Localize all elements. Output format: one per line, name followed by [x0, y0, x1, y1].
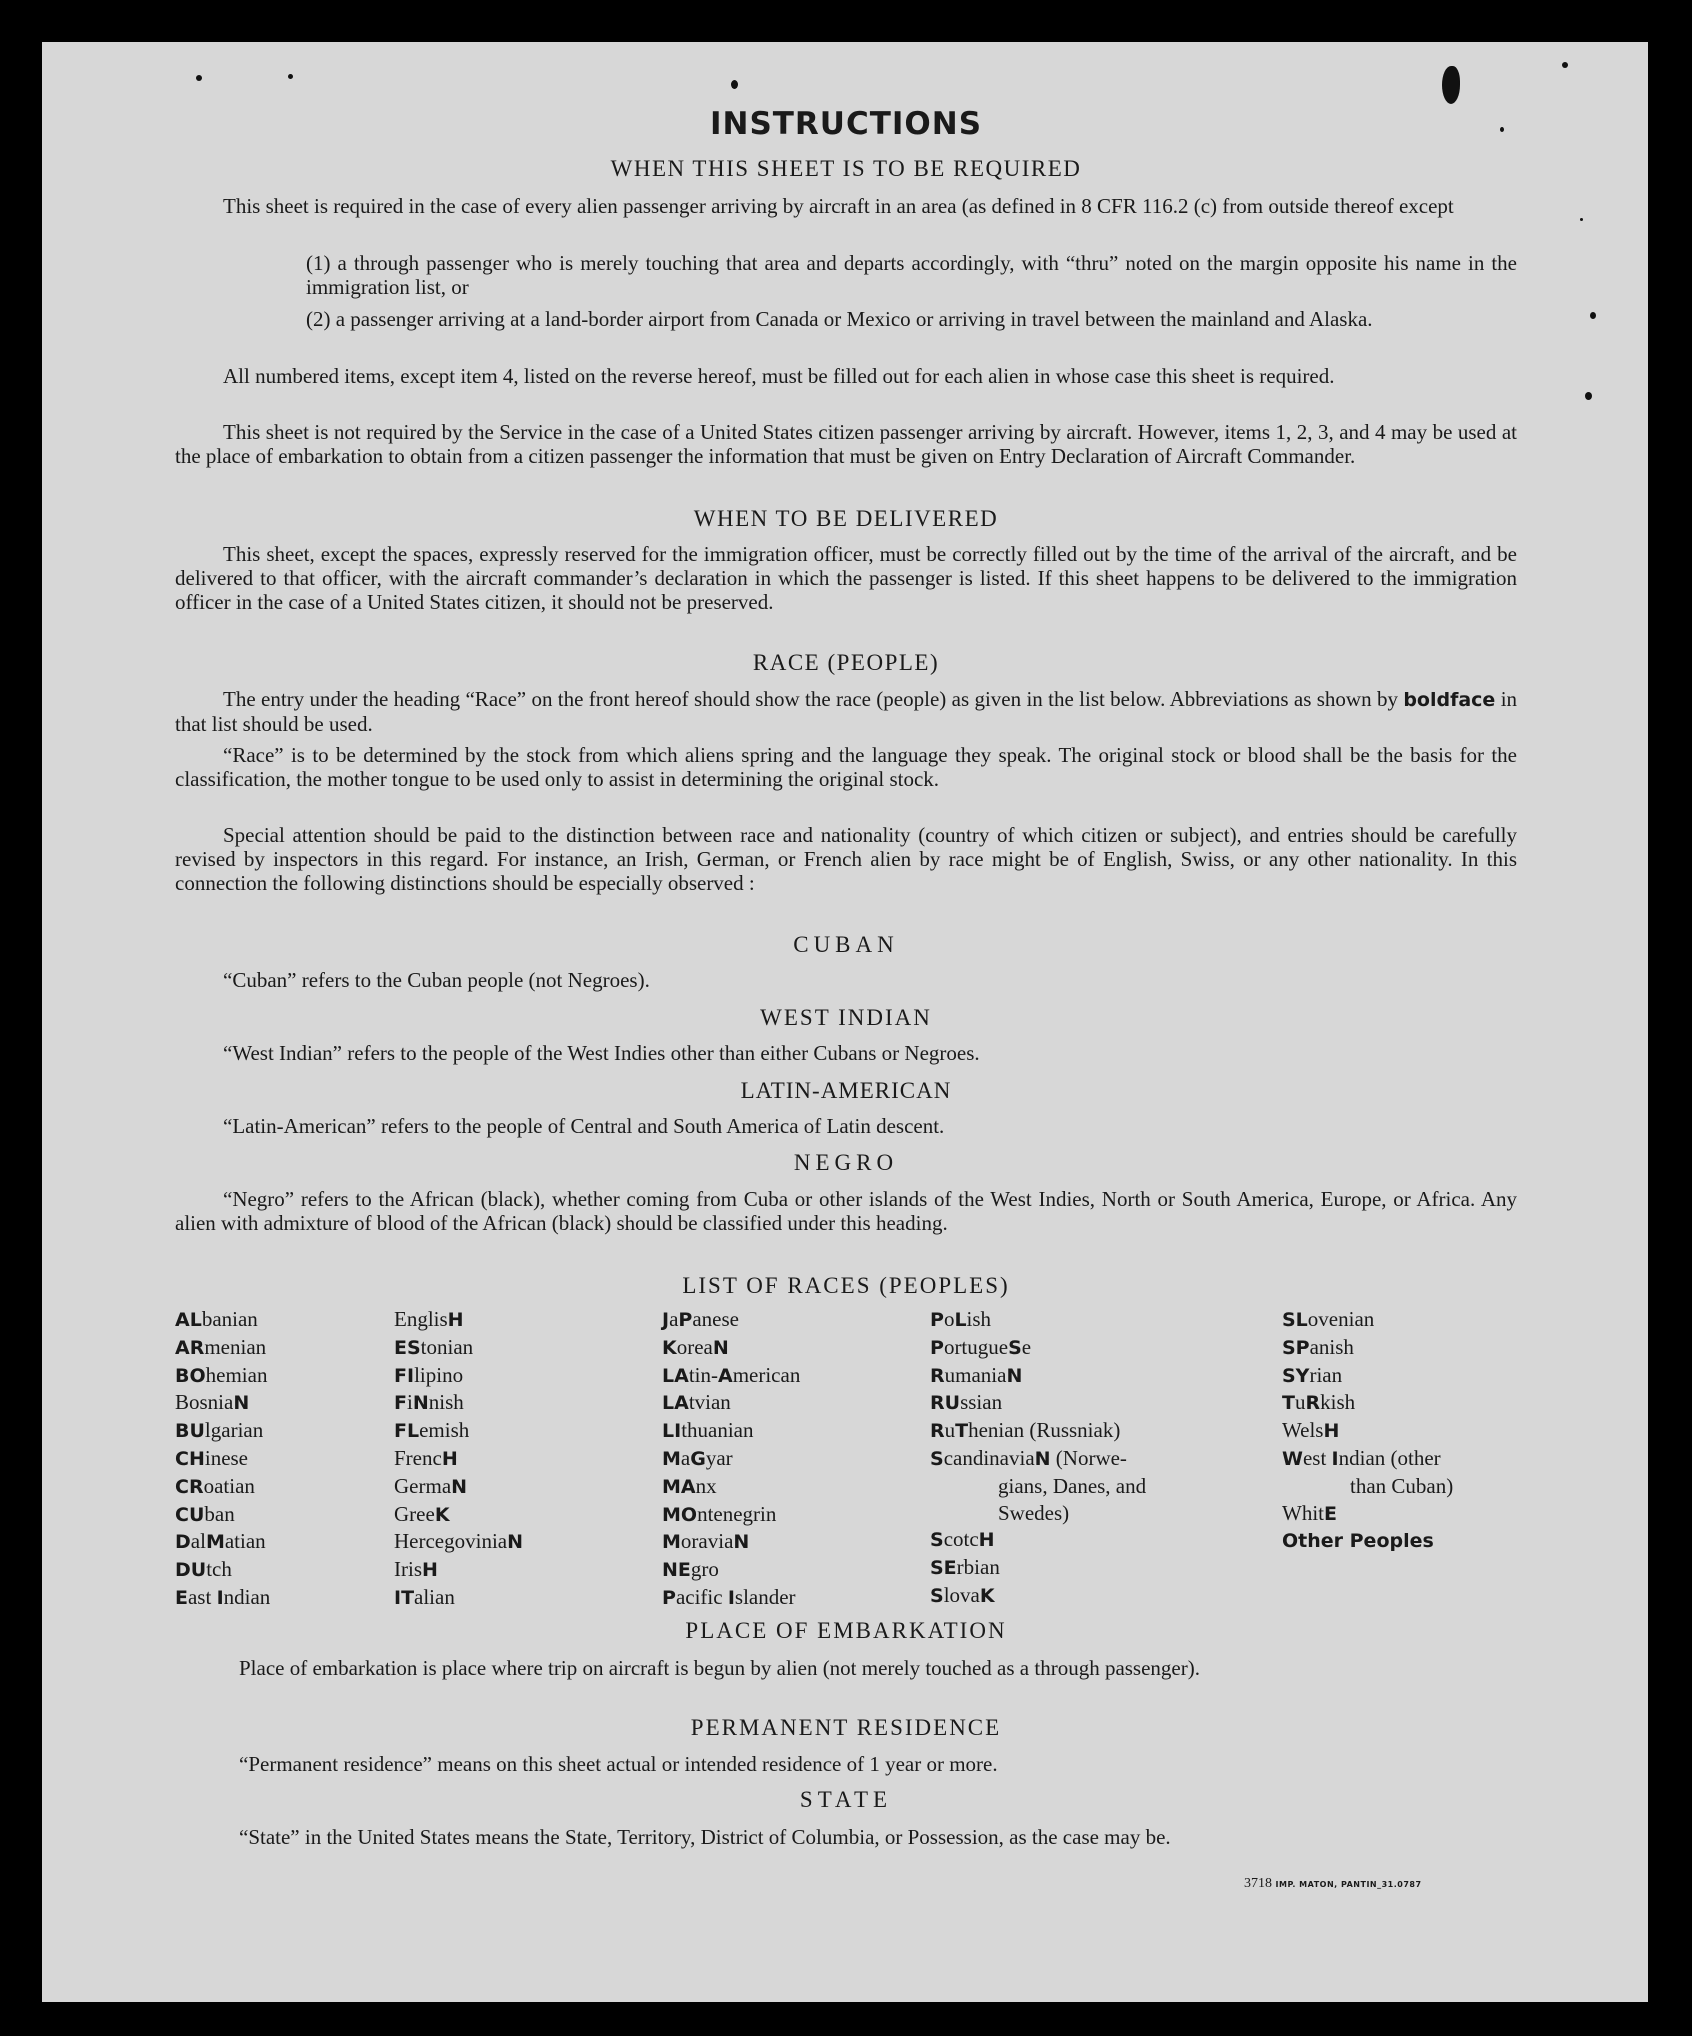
race-text: Wels [1282, 1418, 1324, 1443]
race-entry [175, 1445, 270, 1473]
race-text: ast [187, 1584, 217, 1609]
paragraph-numbered-items: All numbered items, except item 4, listed on the reverse hereof, must be filled out for each alien in whose case this sheet is required. [223, 364, 1335, 388]
race-text: anish [1309, 1334, 1354, 1359]
race-abbrev: BU [175, 1420, 205, 1443]
race-text: acific [675, 1584, 728, 1609]
race-entry [662, 1473, 800, 1501]
race-abbrev: AR [175, 1336, 205, 1359]
race-abbrev: N [412, 1392, 429, 1415]
races-column [175, 1306, 270, 1612]
race-text: Frenc [394, 1445, 442, 1470]
scan-speck [1590, 312, 1596, 319]
paragraph-residence: “Permanent residence” means on this sheet actual or intended residence of 1 year or more. [239, 1752, 998, 1776]
race-entry [175, 1389, 270, 1417]
race-abbrev: FL [394, 1420, 420, 1443]
race-abbrev: Other Peoples [1282, 1530, 1434, 1553]
race-abbrev: T [955, 1420, 969, 1443]
race-text: orea [676, 1334, 713, 1359]
race-text: Swedes) [998, 1500, 1070, 1525]
scan-speck [196, 75, 202, 81]
race-text: banian [201, 1307, 258, 1331]
race-text: e [1021, 1334, 1032, 1359]
race-abbrev: T [1282, 1392, 1295, 1415]
race-entry [175, 1362, 270, 1390]
scan-speck [1580, 218, 1583, 221]
paragraph-race-entry: The entry under the heading “Race” on the front hereof should show the race (people) as given in the list below. Abbreviations as shown by boldface in that list should be used. [175, 687, 1518, 736]
race-entry [1282, 1445, 1453, 1473]
race-entry [662, 1334, 800, 1362]
race-text: atian [224, 1529, 266, 1554]
race-entry [930, 1473, 1146, 1500]
race-text: i [406, 1390, 413, 1415]
race-text: est [1302, 1445, 1332, 1470]
race-entry [662, 1306, 800, 1334]
race-entry [1282, 1500, 1453, 1528]
race-abbrev: R [930, 1420, 945, 1443]
race-entry [394, 1362, 523, 1390]
page-title: INSTRUCTIONS [709, 106, 983, 142]
race-entry [175, 1556, 270, 1584]
race-abbrev: H [1323, 1420, 1340, 1443]
scan-speck [1562, 62, 1568, 68]
heading-list-of-races: LIST OF RACES (PEOPLES) [682, 1273, 1010, 1298]
race-text: than Cuban) [1350, 1473, 1454, 1498]
race-entry [175, 1501, 270, 1529]
race-entry [1282, 1362, 1453, 1390]
race-entry [394, 1334, 523, 1362]
race-text: tvian [688, 1390, 731, 1415]
race-text: yar [705, 1445, 733, 1470]
race-abbrev: LI [662, 1420, 682, 1443]
race-abbrev: LA [662, 1392, 689, 1415]
races-column [1282, 1306, 1453, 1555]
race-abbrev: M [205, 1531, 225, 1554]
race-entry [175, 1473, 270, 1501]
race-text: Hercegovinia [394, 1529, 508, 1554]
scan-speck [1500, 127, 1504, 132]
race-text: u [944, 1418, 956, 1443]
race-abbrev: R [930, 1364, 945, 1387]
race-abbrev: F [394, 1392, 407, 1415]
race-abbrev: IT [394, 1586, 415, 1609]
race-text: oravia [680, 1529, 734, 1554]
paragraph-race-determined: “Race” is to be determined by the stock from which aliens spring and the language they speak. The original stock or blood shall be the basis for the classification, the mother tongue to be used only to assist in determining the original stock. [175, 743, 1517, 791]
race-text: oatian [203, 1473, 255, 1498]
race-abbrev: M [662, 1447, 681, 1470]
race-abbrev: AL [175, 1309, 202, 1331]
race-entry [930, 1582, 1146, 1610]
printer-imprint [1244, 1876, 1422, 1892]
race-entry [394, 1501, 523, 1529]
race-abbrev: M [662, 1531, 681, 1554]
race-entry [394, 1389, 523, 1417]
race-abbrev: W [1282, 1447, 1303, 1470]
race-abbrev: E [1324, 1502, 1337, 1525]
race-text: rian [1309, 1362, 1343, 1387]
race-abbrev: RU [930, 1392, 961, 1415]
race-abbrev: BO [175, 1364, 206, 1387]
race-text: candinavia [943, 1445, 1035, 1470]
printer-name: IMP. MATON, PANTIN_31.0787 [1275, 1880, 1422, 1889]
race-abbrev: N [1006, 1364, 1023, 1387]
race-entry [662, 1584, 800, 1612]
race-entry [394, 1584, 523, 1612]
race-entry [662, 1417, 800, 1445]
race-abbrev: H [422, 1559, 438, 1582]
race-text: nish [428, 1390, 464, 1415]
heading-when-delivered: WHEN TO BE DELIVERED [693, 506, 999, 531]
paragraph-citizen: This sheet is not required by the Service in the case of a United States citizen passenger arriving by aircraft. However, items 1, 2, 3, and 4 may be used at the place of embarkation to obtain from a citizen passenger the information that must be given on Entry Declaration of Aircraft Commander. [175, 420, 1517, 468]
race-abbrev: FI [394, 1364, 415, 1387]
race-abbrev: I [216, 1586, 224, 1609]
race-text: alian [414, 1584, 455, 1609]
race-abbrev: N [233, 1392, 250, 1415]
race-abbrev: SL [1282, 1309, 1308, 1331]
race-abbrev: MA [662, 1475, 696, 1498]
paragraph-west-indian: “West Indian” refers to the people of the West Indies other than either Cubans or Negroes. [223, 1041, 980, 1065]
race-abbrev: K [434, 1503, 450, 1526]
race-abbrev: I [727, 1586, 735, 1609]
race-entry [662, 1445, 800, 1473]
race-abbrev: S [930, 1584, 944, 1607]
race-abbrev: L [954, 1309, 967, 1331]
race-text: nx [695, 1473, 717, 1498]
paragraph-negro: “Negro” refers to the African (black), whether coming from Cuba or other islands of the West Indies, North or South America, Europe, or Africa. Any alien with admixture of blood of the African (black) should be classified under this heading. [175, 1187, 1517, 1235]
paragraph-required: This sheet is required in the case of every alien passenger arriving by aircraft in an area (as defined in 8 CFR 116.2 (c) from outside thereof except [223, 194, 1454, 218]
race-abbrev: E [175, 1586, 188, 1609]
race-abbrev: LA [662, 1364, 689, 1387]
race-entry [175, 1306, 270, 1334]
race-text: ntenegrin [697, 1501, 777, 1526]
list-item-land-border: (2) a passenger arriving at a land-border airport from Canada or Mexico or arriving in travel between the mainland and Alaska. [306, 307, 1373, 331]
race-text: Englis [394, 1307, 448, 1331]
race-text: kish [1320, 1390, 1356, 1415]
scan-speck [288, 74, 293, 79]
race-entry [662, 1556, 800, 1584]
race-abbrev: ES [394, 1336, 421, 1359]
race-entry [394, 1528, 523, 1556]
race-entry [1282, 1389, 1453, 1417]
scan-speck [1585, 392, 1592, 400]
race-text: lova [943, 1582, 980, 1607]
race-entry [394, 1473, 523, 1501]
race-entry [930, 1334, 1146, 1362]
race-abbrev: H [978, 1529, 995, 1552]
race-entry [1282, 1306, 1453, 1334]
race-abbrev: SP [1282, 1336, 1310, 1359]
list-item-through-passenger: (1) a through passenger who is merely touching that area and departs accordingly, with “thru” noted on the margin opposite his name in the immigration list, or [306, 251, 1517, 299]
race-text: anese [692, 1307, 739, 1331]
paragraph-state: “State” in the United States means the State, Territory, District of Columbia, or Possession, as the case may be. [239, 1825, 1171, 1849]
race-text: Whit [1282, 1500, 1324, 1525]
race-entry [1282, 1334, 1453, 1362]
race-text: tch [206, 1557, 232, 1582]
race-text: inese [204, 1445, 249, 1470]
paragraph-latin-american: “Latin-American” refers to the people of Central and South America of Latin descent. [223, 1114, 945, 1138]
races-column [930, 1306, 1146, 1610]
race-abbrev: P [930, 1309, 944, 1331]
race-entry [930, 1417, 1146, 1445]
race-abbrev: P [930, 1336, 944, 1359]
paragraph-cuban: “Cuban” refers to the Cuban people (not Negroes). [223, 968, 650, 992]
race-text: ndian (other [1338, 1445, 1441, 1470]
race-text: hemian [205, 1362, 268, 1387]
race-abbrev: P [662, 1586, 676, 1609]
race-text: o [943, 1307, 955, 1331]
race-abbrev: N [712, 1336, 729, 1359]
race-text: Iris [394, 1557, 422, 1582]
race-abbrev: H [441, 1447, 458, 1470]
boldface-word: boldface [1403, 689, 1496, 711]
race-entry [1282, 1527, 1453, 1555]
race-abbrev: SY [1282, 1364, 1310, 1387]
race-text: a [669, 1307, 679, 1331]
race-text: henian (Russniak) [968, 1418, 1121, 1443]
heading-cuban: CUBAN [793, 932, 899, 957]
race-abbrev: K [979, 1584, 995, 1607]
race-abbrev: N [507, 1531, 524, 1554]
heading-latin-american: LATIN-AMERICAN [740, 1078, 952, 1103]
race-abbrev: D [175, 1531, 191, 1554]
race-text: gro [690, 1557, 719, 1582]
race-text: u [1294, 1390, 1306, 1415]
race-abbrev: N [733, 1531, 750, 1554]
race-entry [930, 1389, 1146, 1417]
race-text: slander [734, 1584, 796, 1609]
race-entry [1282, 1473, 1453, 1500]
race-entry [662, 1501, 800, 1529]
race-entry [930, 1306, 1146, 1334]
race-entry [175, 1584, 270, 1612]
race-abbrev: K [662, 1336, 677, 1359]
race-text: ndian [223, 1584, 271, 1609]
ink-blot [1442, 66, 1460, 104]
race-text: ssian [960, 1390, 1003, 1415]
race-text: Bosnia [175, 1390, 234, 1415]
heading-when-required: WHEN THIS SHEET IS TO BE REQUIRED [610, 156, 1082, 181]
race-text: lipino [414, 1362, 464, 1387]
race-entry [394, 1306, 523, 1334]
race-abbrev: N [1034, 1447, 1051, 1470]
race-text: Germa [394, 1473, 452, 1498]
race-text: merican [732, 1362, 801, 1387]
race-entry [394, 1556, 523, 1584]
race-text: (Norwe- [1050, 1445, 1127, 1470]
heading-place-of-embarkation: PLACE OF EMBARKATION [685, 1618, 1007, 1643]
race-abbrev: A [717, 1364, 733, 1387]
race-text: thuanian [681, 1418, 754, 1443]
race-entry [175, 1334, 270, 1362]
race-abbrev: P [678, 1309, 693, 1331]
race-entry [175, 1417, 270, 1445]
race-text: ban [204, 1501, 235, 1526]
race-text: ish [966, 1307, 992, 1331]
scan-speck [731, 80, 738, 89]
paragraph-special-attention: Special attention should be paid to the distinction between race and nationality (country of which citizen or subject), and entries should be carefully revised by inspectors in this regard. For instance, an Irish, German, or French alien by race might be of English, Swiss, or any other nationality. In this connection the following distinctions should be especially observed : [175, 823, 1517, 895]
race-abbrev: NE [662, 1559, 691, 1582]
race-abbrev: I [1331, 1447, 1339, 1470]
race-entry [394, 1445, 523, 1473]
race-text: al [190, 1529, 206, 1554]
race-entry [930, 1445, 1146, 1473]
race-entry [930, 1554, 1146, 1582]
race-abbrev: J [662, 1309, 670, 1331]
race-abbrev: S [930, 1529, 944, 1552]
race-abbrev: N [451, 1475, 468, 1498]
race-entry [930, 1362, 1146, 1390]
races-column [662, 1306, 800, 1612]
race-abbrev: MO [662, 1503, 698, 1526]
race-abbrev: G [690, 1447, 706, 1470]
race-text: ovenian [1307, 1307, 1375, 1331]
heading-state: STATE [799, 1787, 893, 1812]
race-text: gians, Danes, and [998, 1473, 1147, 1498]
heading-negro: NEGRO [793, 1150, 899, 1175]
race-entry [662, 1389, 800, 1417]
race-abbrev: CR [175, 1475, 204, 1498]
race-text: tonian [420, 1334, 474, 1359]
race-abbrev: S [930, 1447, 944, 1470]
race-abbrev: DU [175, 1559, 207, 1582]
race-entry [394, 1417, 523, 1445]
race-text: a [680, 1445, 691, 1470]
heading-permanent-residence: PERMANENT RESIDENCE [690, 1715, 1002, 1740]
race-text: Gree [394, 1501, 435, 1526]
race-abbrev: H [447, 1309, 464, 1331]
races-column [394, 1306, 523, 1612]
race-abbrev: CH [175, 1447, 205, 1470]
race-text: tin- [688, 1362, 718, 1387]
race-text: umania [944, 1362, 1007, 1387]
race-text: rbian [956, 1555, 1000, 1580]
race-text: menian [204, 1334, 267, 1359]
race-text: emish [419, 1418, 470, 1443]
race-text: lgarian [204, 1418, 264, 1443]
race-abbrev: S [1008, 1336, 1022, 1359]
race-abbrev: SE [930, 1557, 957, 1580]
race-entry [175, 1528, 270, 1556]
race-entry [930, 1500, 1146, 1527]
paragraph-delivered: This sheet, except the spaces, expressly reserved for the immigration officer, must be correctly filled out by the time of the arrival of the aircraft, and be delivered to that officer, with the aircraft commander’s declaration in which the passenger is listed. If this sheet happens to be delivered to the immigration officer in the case of a United States citizen, it should not be preserved. [175, 542, 1517, 614]
form-number: 3718 [1244, 1876, 1272, 1891]
race-abbrev: CU [175, 1503, 205, 1526]
race-text: ortugue [943, 1334, 1009, 1359]
race-entry [1282, 1417, 1453, 1445]
race-entry [662, 1528, 800, 1556]
heading-west-indian: WEST INDIAN [760, 1005, 932, 1030]
paragraph-embarkation: Place of embarkation is place where trip on aircraft is begun by alien (not merely touched as a through passenger). [239, 1656, 1200, 1680]
race-entry [662, 1362, 800, 1390]
race-abbrev: R [1305, 1392, 1321, 1415]
race-entry [930, 1526, 1146, 1554]
heading-race: RACE (PEOPLE) [752, 650, 940, 675]
race-text: cotc [943, 1527, 979, 1552]
